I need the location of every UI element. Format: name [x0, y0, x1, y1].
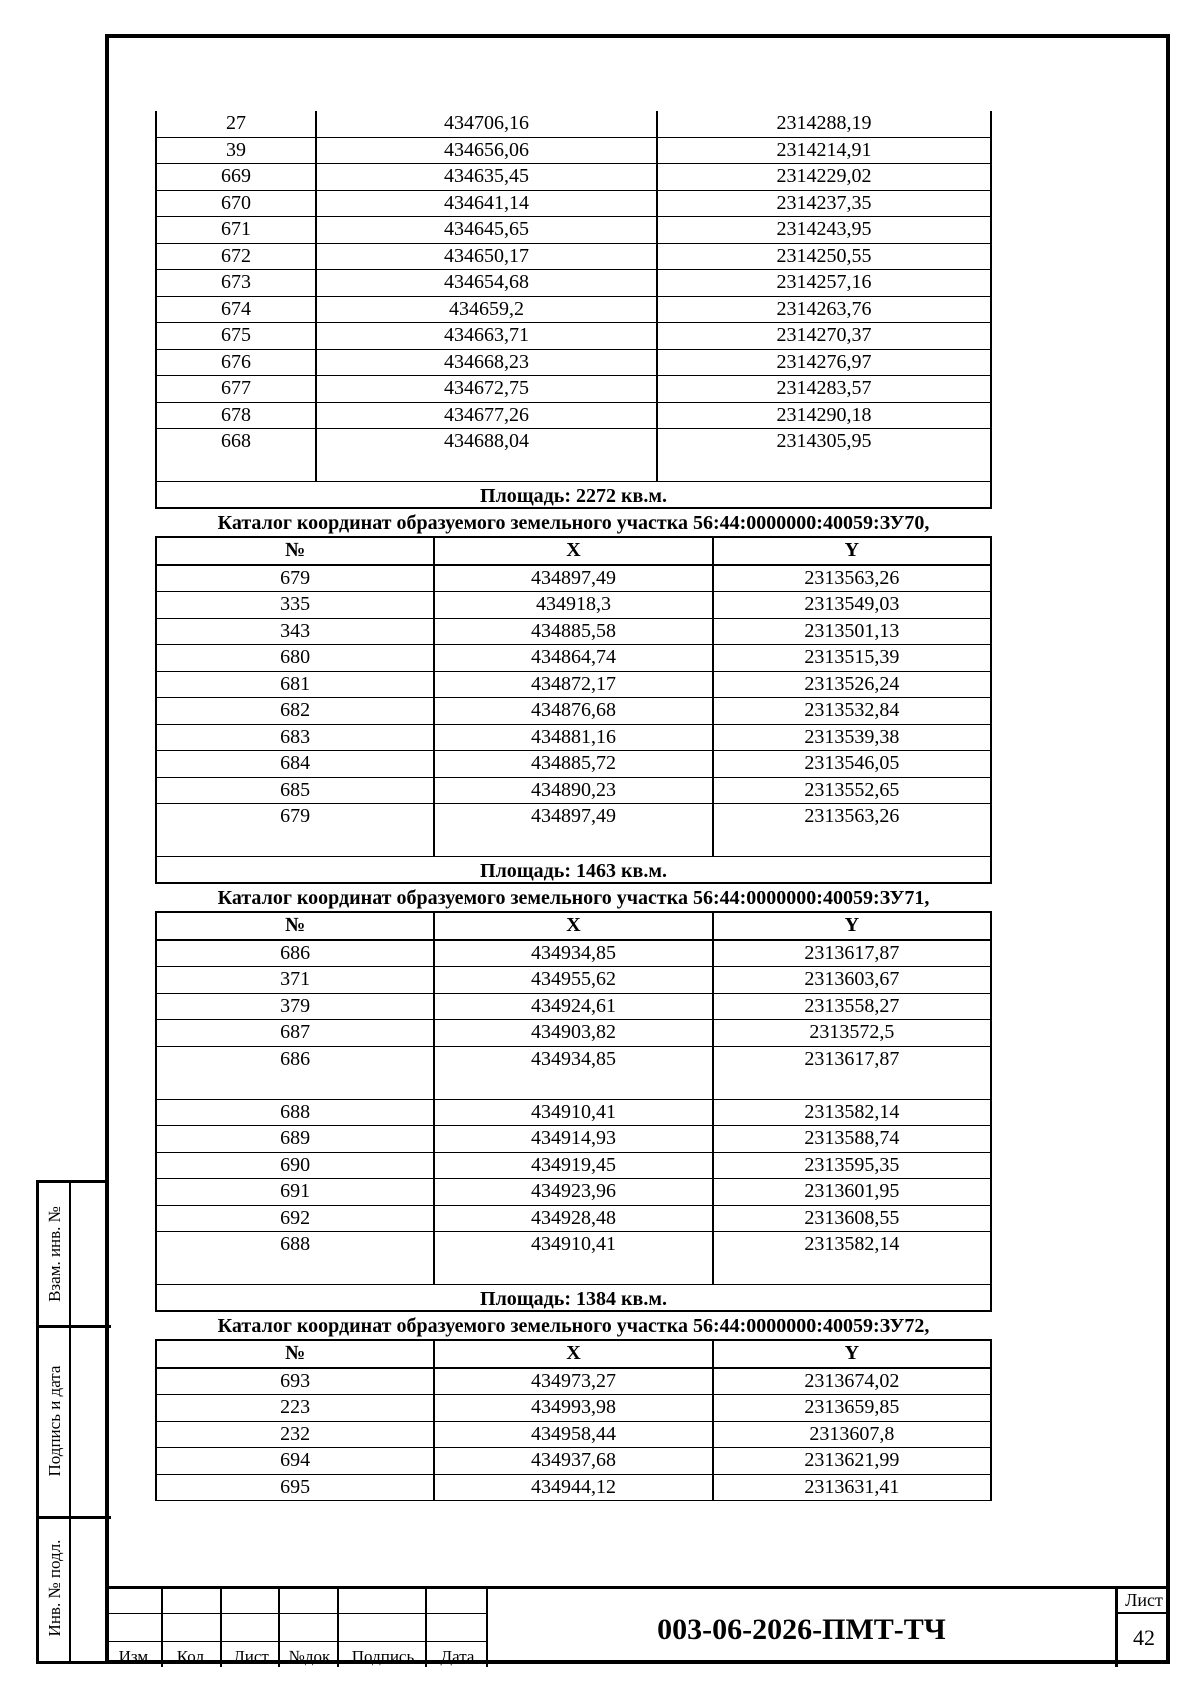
table-row — [156, 402, 991, 429]
point-number-cell: 232 — [156, 1421, 434, 1448]
y-coordinate-cell: 2313563,26 — [713, 565, 991, 592]
area-label: Площадь: 1384 кв.м. — [155, 1285, 992, 1312]
x-coordinate-cell: 434885,72 — [434, 751, 712, 778]
y-coordinate-cell: 2313582,14 — [713, 1099, 991, 1126]
y-coordinate-cell: 2313603,67 — [713, 967, 991, 994]
y-coordinate-cell: 2313546,05 — [713, 751, 991, 778]
y-coordinate-cell: 2314263,76 — [657, 296, 991, 323]
x-coordinate-cell: 434993,98 — [434, 1395, 712, 1422]
point-number-cell: 683 — [156, 724, 434, 751]
y-coordinate-cell: 2313631,41 — [713, 1474, 991, 1501]
coordinates-table-continuation — [155, 111, 992, 482]
point-number-cell: 669 — [156, 164, 316, 191]
header-num: № — [156, 912, 434, 940]
table-row — [156, 243, 991, 270]
header-x: X — [434, 1340, 712, 1368]
table-row — [156, 967, 991, 994]
sheet-label: Лист — [1118, 1586, 1170, 1614]
table-row — [156, 565, 991, 592]
x-coordinate-cell: 434672,75 — [316, 376, 657, 403]
point-number-cell: 676 — [156, 349, 316, 376]
point-number-cell: 343 — [156, 618, 434, 645]
sheet-number: 42 — [1133, 1625, 1155, 1650]
table-header-row — [156, 912, 991, 940]
x-coordinate-cell: 434923,96 — [434, 1179, 712, 1206]
coordinates-content — [155, 111, 992, 1501]
table-row — [156, 349, 991, 376]
y-coordinate-cell: 2313572,5 — [713, 1020, 991, 1047]
y-coordinate-cell: 2313515,39 — [713, 645, 991, 672]
vzam-inv-label: Взам. инв. № — [45, 1206, 64, 1302]
label-data: Дата — [440, 1647, 475, 1666]
coordinates-table-zu72 — [155, 1339, 992, 1501]
y-coordinate-cell: 2313526,24 — [713, 671, 991, 698]
y-coordinate-cell: 2314257,16 — [657, 270, 991, 297]
table-row — [156, 1205, 991, 1232]
table-row — [156, 296, 991, 323]
x-coordinate-cell: 434881,16 — [434, 724, 712, 751]
point-number-cell: 681 — [156, 671, 434, 698]
side-stamp — [36, 1180, 108, 1664]
point-number-cell: 692 — [156, 1205, 434, 1232]
point-number-cell: 682 — [156, 698, 434, 725]
x-coordinate-cell: 434706,16 — [316, 111, 657, 137]
table-row — [156, 1152, 991, 1179]
y-coordinate-cell: 2314276,97 — [657, 349, 991, 376]
coordinates-table-zu70 — [155, 536, 992, 857]
sheet-box — [1115, 1586, 1170, 1667]
y-coordinate-cell: 2314290,18 — [657, 402, 991, 429]
y-coordinate-cell: 2313563,26 — [713, 804, 991, 857]
x-coordinate-cell: 434659,2 — [316, 296, 657, 323]
table-row — [156, 164, 991, 191]
x-coordinate-cell: 434890,23 — [434, 777, 712, 804]
x-coordinate-cell: 434955,62 — [434, 967, 712, 994]
point-number-cell: 688 — [156, 1099, 434, 1126]
y-coordinate-cell: 2313582,14 — [713, 1232, 991, 1285]
point-number-cell: 677 — [156, 376, 316, 403]
x-coordinate-cell: 434876,68 — [434, 698, 712, 725]
y-coordinate-cell: 2313595,35 — [713, 1152, 991, 1179]
table-row — [156, 940, 991, 967]
table-row — [156, 111, 991, 137]
table-row — [156, 270, 991, 297]
x-coordinate-cell: 434924,61 — [434, 993, 712, 1020]
table-header-row — [156, 537, 991, 565]
table-row — [156, 137, 991, 164]
point-number-cell: 679 — [156, 804, 434, 857]
point-number-cell: 371 — [156, 967, 434, 994]
point-number-cell: 691 — [156, 1179, 434, 1206]
table-row — [156, 1474, 991, 1501]
area-label: Площадь: 2272 кв.м. — [155, 482, 992, 509]
y-coordinate-cell: 2314288,19 — [657, 111, 991, 137]
y-coordinate-cell: 2313552,65 — [713, 777, 991, 804]
table-row — [156, 323, 991, 350]
podpis-data-label: Подпись и дата — [45, 1365, 64, 1477]
x-coordinate-cell: 434973,27 — [434, 1368, 712, 1395]
y-coordinate-cell: 2313617,87 — [713, 940, 991, 967]
point-number-cell: 379 — [156, 993, 434, 1020]
table-row — [156, 777, 991, 804]
point-number-cell: 694 — [156, 1448, 434, 1475]
table-row — [156, 1099, 991, 1126]
point-number-cell: 335 — [156, 592, 434, 619]
x-coordinate-cell: 434928,48 — [434, 1205, 712, 1232]
table-row — [156, 592, 991, 619]
point-number-cell: 672 — [156, 243, 316, 270]
x-coordinate-cell: 434903,82 — [434, 1020, 712, 1047]
y-coordinate-cell: 2313601,95 — [713, 1179, 991, 1206]
table-row — [156, 376, 991, 403]
inv-podl-label: Инв. № подл. — [45, 1539, 64, 1637]
document-code: 003-06-2026-ПМТ-ТЧ — [657, 1613, 946, 1646]
point-number-cell: 27 — [156, 111, 316, 137]
table-row — [156, 1179, 991, 1206]
y-coordinate-cell: 2313558,27 — [713, 993, 991, 1020]
y-coordinate-cell: 2313674,02 — [713, 1368, 991, 1395]
x-coordinate-cell: 434958,44 — [434, 1421, 712, 1448]
y-coordinate-cell: 2313539,38 — [713, 724, 991, 751]
x-coordinate-cell: 434641,14 — [316, 190, 657, 217]
header-y: Y — [713, 537, 991, 565]
label-izm: Изм. — [118, 1647, 153, 1666]
y-coordinate-cell: 2313501,13 — [713, 618, 991, 645]
point-number-cell: 687 — [156, 1020, 434, 1047]
point-number-cell: 695 — [156, 1474, 434, 1501]
x-coordinate-cell: 434919,45 — [434, 1152, 712, 1179]
y-coordinate-cell: 2314237,35 — [657, 190, 991, 217]
point-number-cell: 688 — [156, 1232, 434, 1285]
table-row — [156, 190, 991, 217]
point-number-cell: 678 — [156, 402, 316, 429]
x-coordinate-cell: 434645,65 — [316, 217, 657, 244]
label-kol: Кол. — [176, 1647, 209, 1666]
x-coordinate-cell: 434944,12 — [434, 1474, 712, 1501]
table-row — [156, 1368, 991, 1395]
y-coordinate-cell: 2314305,95 — [657, 429, 991, 482]
table-row — [156, 1448, 991, 1475]
header-num: № — [156, 537, 434, 565]
x-coordinate-cell: 434885,58 — [434, 618, 712, 645]
y-coordinate-cell: 2314229,02 — [657, 164, 991, 191]
point-number-cell: 689 — [156, 1126, 434, 1153]
label-podpis: Подпись — [351, 1647, 415, 1666]
y-coordinate-cell: 2313607,8 — [713, 1421, 991, 1448]
point-number-cell: 685 — [156, 777, 434, 804]
label-ndok: №док — [288, 1647, 331, 1666]
table-row — [156, 1421, 991, 1448]
table-row — [156, 698, 991, 725]
y-coordinate-cell: 2313532,84 — [713, 698, 991, 725]
x-coordinate-cell: 434897,49 — [434, 804, 712, 857]
x-coordinate-cell: 434914,93 — [434, 1126, 712, 1153]
table-row — [156, 1395, 991, 1422]
table-row — [156, 724, 991, 751]
label-list: Лист — [233, 1647, 269, 1666]
y-coordinate-cell: 2313608,55 — [713, 1205, 991, 1232]
header-x: X — [434, 912, 712, 940]
x-coordinate-cell: 434677,26 — [316, 402, 657, 429]
point-number-cell: 679 — [156, 565, 434, 592]
y-coordinate-cell: 2314214,91 — [657, 137, 991, 164]
header-num: № — [156, 1340, 434, 1368]
table-header-row — [156, 1340, 991, 1368]
point-number-cell: 686 — [156, 940, 434, 967]
x-coordinate-cell: 434668,23 — [316, 349, 657, 376]
point-number-cell: 670 — [156, 190, 316, 217]
y-coordinate-cell: 2314270,37 — [657, 323, 991, 350]
y-coordinate-cell: 2313621,99 — [713, 1448, 991, 1475]
coordinates-table-zu71 — [155, 911, 992, 1285]
x-coordinate-cell: 434897,49 — [434, 565, 712, 592]
y-coordinate-cell: 2314283,57 — [657, 376, 991, 403]
y-coordinate-cell: 2314243,95 — [657, 217, 991, 244]
x-coordinate-cell: 434656,06 — [316, 137, 657, 164]
point-number-cell: 39 — [156, 137, 316, 164]
table-row — [156, 671, 991, 698]
x-coordinate-cell: 434937,68 — [434, 1448, 712, 1475]
side-stamp-divider — [39, 1516, 111, 1519]
x-coordinate-cell: 434654,68 — [316, 270, 657, 297]
point-number-cell: 675 — [156, 323, 316, 350]
table-row — [156, 1046, 991, 1099]
title-block — [108, 1586, 1170, 1664]
x-coordinate-cell: 434663,71 — [316, 323, 657, 350]
header-y: Y — [713, 1340, 991, 1368]
point-number-cell: 680 — [156, 645, 434, 672]
y-coordinate-cell: 2313617,87 — [713, 1046, 991, 1099]
x-coordinate-cell: 434918,3 — [434, 592, 712, 619]
point-number-cell: 686 — [156, 1046, 434, 1099]
header-y: Y — [713, 912, 991, 940]
y-coordinate-cell: 2313549,03 — [713, 592, 991, 619]
header-x: X — [434, 537, 712, 565]
point-number-cell: 693 — [156, 1368, 434, 1395]
catalog-title-zu70: Каталог координат образуемого земельного участка 56:44:0000000:40059:ЗУ70, — [217, 512, 930, 534]
point-number-cell: 223 — [156, 1395, 434, 1422]
point-number-cell: 684 — [156, 751, 434, 778]
table-row — [156, 645, 991, 672]
table-row — [156, 993, 991, 1020]
catalog-title-zu71: Каталог координат образуемого земельного участка 56:44:0000000:40059:ЗУ71, — [217, 887, 930, 909]
table-row — [156, 751, 991, 778]
x-coordinate-cell: 434872,17 — [434, 671, 712, 698]
side-stamp-divider — [39, 1325, 111, 1328]
catalog-title-zu72: Каталог координат образуемого земельного участка 56:44:0000000:40059:ЗУ72, — [217, 1315, 930, 1337]
y-coordinate-cell: 2314250,55 — [657, 243, 991, 270]
table-row — [156, 1232, 991, 1285]
x-coordinate-cell: 434910,41 — [434, 1099, 712, 1126]
table-row — [156, 804, 991, 857]
point-number-cell: 674 — [156, 296, 316, 323]
x-coordinate-cell: 434910,41 — [434, 1232, 712, 1285]
x-coordinate-cell: 434635,45 — [316, 164, 657, 191]
x-coordinate-cell: 434650,17 — [316, 243, 657, 270]
table-row — [156, 429, 991, 482]
x-coordinate-cell: 434864,74 — [434, 645, 712, 672]
x-coordinate-cell: 434934,85 — [434, 1046, 712, 1099]
point-number-cell: 673 — [156, 270, 316, 297]
y-coordinate-cell: 2313659,85 — [713, 1395, 991, 1422]
table-row — [156, 217, 991, 244]
table-row — [156, 1020, 991, 1047]
table-row — [156, 618, 991, 645]
area-label: Площадь: 1463 кв.м. — [155, 857, 992, 884]
x-coordinate-cell: 434688,04 — [316, 429, 657, 482]
point-number-cell: 668 — [156, 429, 316, 482]
point-number-cell: 671 — [156, 217, 316, 244]
y-coordinate-cell: 2313588,74 — [713, 1126, 991, 1153]
point-number-cell: 690 — [156, 1152, 434, 1179]
table-row — [156, 1126, 991, 1153]
x-coordinate-cell: 434934,85 — [434, 940, 712, 967]
